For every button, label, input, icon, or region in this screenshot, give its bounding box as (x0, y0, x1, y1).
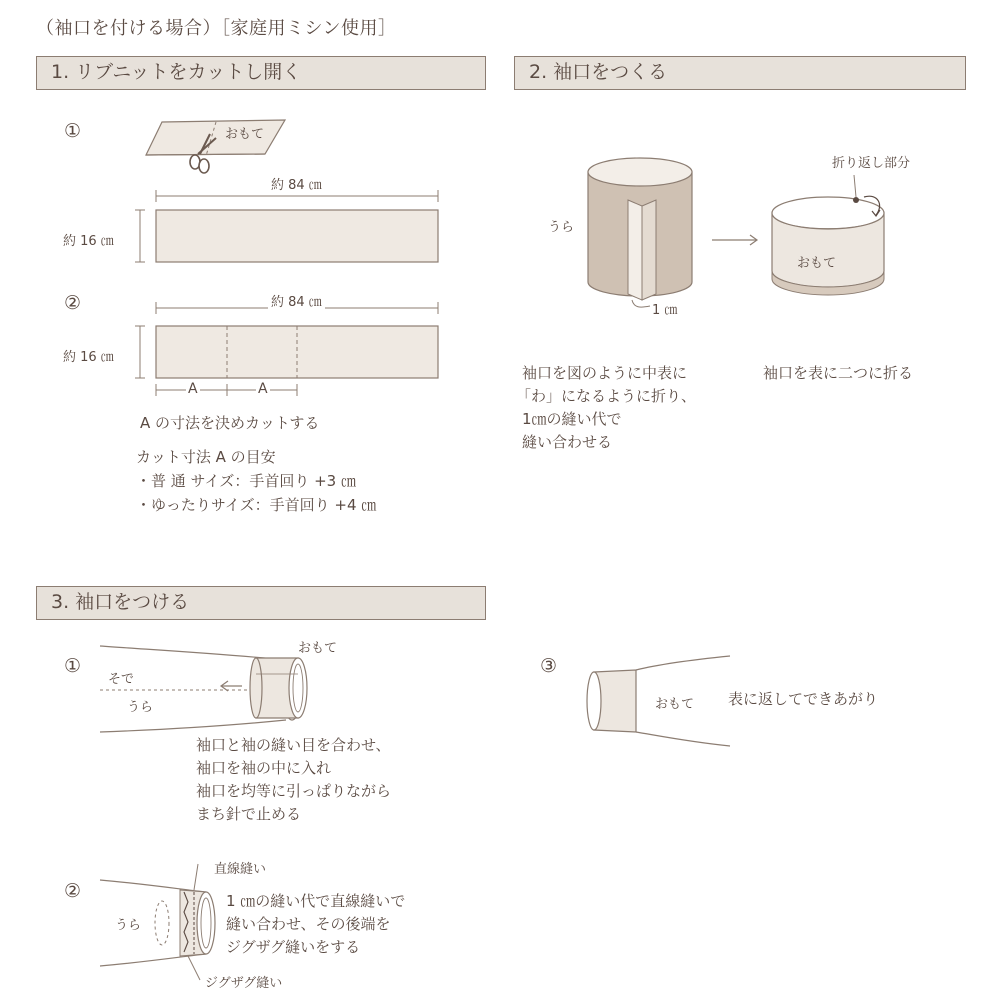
s1-width-label-2: 約 16 ㎝ (63, 350, 114, 365)
s3-sode-label: そで (108, 672, 135, 687)
s3-step1-desc-4: まち針で止める (196, 805, 302, 823)
s1-guide-title: カット寸法 A の目安 (136, 448, 276, 466)
s3-step2-desc-1: 1 ㎝の縫い代で直線縫いで (226, 892, 406, 910)
s3-omote-label: おもて (298, 641, 338, 656)
s3-ura-label-2: うら (115, 918, 142, 933)
s3-step1-desc-3: 袖口を均等に引っぱりながら (196, 782, 392, 800)
s1-face-label: おもて (225, 127, 265, 142)
s2-omote-label: おもて (797, 256, 837, 271)
s2-desc-left-1: 袖口を図のように中表に (522, 364, 688, 382)
s2-seam-label: 1 ㎝ (652, 303, 678, 318)
s1-width-label: 約 16 ㎝ (63, 234, 114, 249)
folded-cuff-illustration (764, 175, 894, 300)
s3-step2-desc-3: ジグザグ縫いをする (226, 938, 361, 956)
s1-step1-number: ① (64, 120, 82, 142)
s1-step2-number: ② (64, 292, 82, 314)
s3-step1-desc-1: 袖口と袖の縫い目を合わせ、 (196, 736, 391, 754)
s3-step1-number: ① (64, 655, 82, 677)
s2-fold-label: 折り返し部分 (832, 156, 911, 171)
s3-omote-label-3: おもて (655, 697, 695, 712)
s1-a-label-1: A (188, 381, 198, 397)
folded-fabric-scissors-illustration (140, 110, 300, 180)
arrow-right-icon (710, 232, 762, 248)
s1-guide-loose: ・ゆったりサイズ：手首回り +4 ㎝ (136, 496, 377, 514)
section1-header: 1. リブニットをカットし開く (36, 56, 486, 90)
s3-step3-desc: 表に返してできあがり (728, 690, 879, 708)
arrow-left-icon (218, 678, 244, 694)
s3-step3-number: ③ (540, 655, 558, 677)
s2-desc-left-4: 縫い合わせる (522, 433, 613, 451)
s2-desc-left-3: 1㎝の縫い代で (522, 410, 622, 428)
s2-desc-left-2: 「わ」になるように折り、 (516, 387, 697, 405)
s3-step2-number: ② (64, 880, 82, 902)
rib-knit-strip-1 (130, 180, 450, 270)
section2-header: 2. 袖口をつくる (514, 56, 966, 90)
page-title: （袖口を付ける場合）［家庭用ミシン使用］ (36, 18, 397, 39)
s1-guide-normal: ・普 通 サイズ：手首回り +3 ㎝ (136, 472, 356, 490)
s3-step2-desc-2: 縫い合わせ、その後端を (226, 915, 391, 933)
rib-tube-seamed-illustration (570, 140, 710, 320)
section3-header: 3. 袖口をつける (36, 586, 486, 620)
s3-straight-label: 直線縫い (214, 862, 267, 877)
cuff-ring-illustration (248, 652, 312, 724)
s2-ura-label: うら (548, 220, 575, 235)
s1-a-label-2: A (258, 381, 268, 397)
s1-length-label-2: 約 84 ㎝ (268, 291, 325, 310)
s3-step1-desc-2: 袖口を袖の中に入れ (196, 759, 332, 777)
s3-zigzag-label: ジグザグ縫い (205, 976, 283, 991)
s3-ura-label: うら (127, 700, 154, 715)
s1-length-label: 約 84 ㎝ (268, 174, 325, 193)
s1-cut-instruction: A の寸法を決めカットする (140, 414, 320, 432)
s2-desc-right: 袖口を表に二つに折る (763, 364, 914, 382)
